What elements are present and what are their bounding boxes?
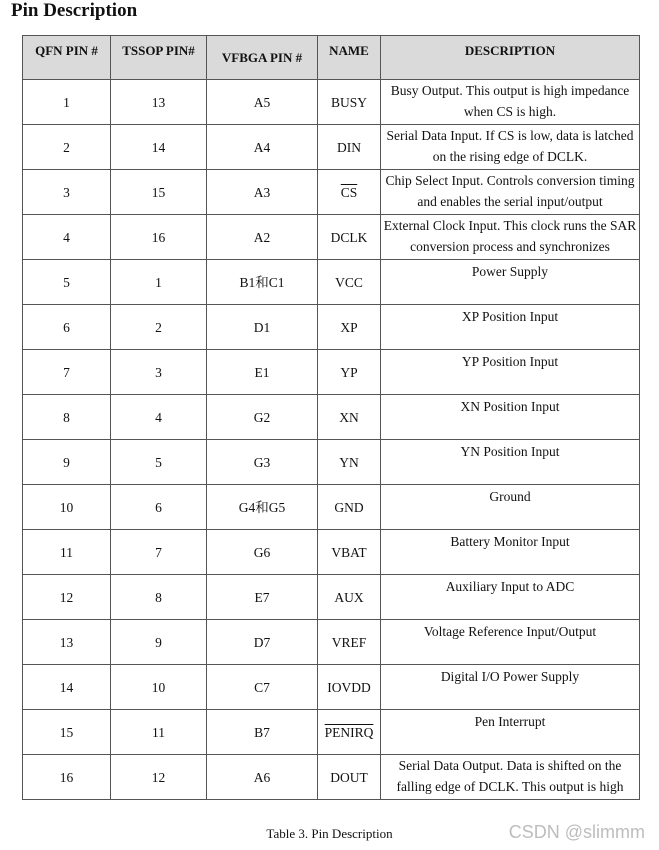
vfbga-value: A4 — [253, 139, 271, 155]
cell-tssop — [111, 395, 207, 440]
cell-name — [318, 530, 381, 575]
vfbga-value: A5 — [253, 94, 271, 110]
cell-qfn — [23, 170, 111, 215]
header-name: NAME — [318, 36, 381, 80]
cell-qfn — [23, 755, 111, 800]
page-title: Pin Description — [11, 0, 138, 21]
cell-name — [318, 80, 381, 125]
cell-tssop — [111, 215, 207, 260]
cell-name — [318, 395, 381, 440]
cell-qfn — [23, 215, 111, 260]
qfn-value: 1 — [63, 94, 70, 110]
cell-qfn — [23, 395, 111, 440]
name-value: XN — [339, 409, 359, 425]
qfn-value: 15 — [59, 724, 74, 740]
cell-description — [381, 710, 640, 755]
cell-qfn — [23, 350, 111, 395]
name-value: IOVDD — [327, 679, 371, 695]
header-description: DESCRIPTION — [381, 36, 640, 80]
cell-vfbga — [207, 80, 318, 125]
cell-name — [318, 755, 381, 800]
cell-vfbga — [207, 620, 318, 665]
cell-description — [381, 620, 640, 665]
name-value: YN — [339, 454, 359, 470]
tssop-value: 13 — [151, 94, 166, 110]
table-caption: Table 3. Pin Description — [266, 826, 393, 841]
table-row — [23, 305, 640, 350]
cell-tssop — [111, 440, 207, 485]
qfn-value: 11 — [60, 544, 73, 560]
cell-qfn — [23, 665, 111, 710]
cell-name — [318, 575, 381, 620]
cell-description — [381, 350, 640, 395]
tssop-value: 10 — [151, 679, 166, 695]
description-text: YN Position Input — [460, 444, 560, 459]
cell-qfn — [23, 575, 111, 620]
tssop-value: 16 — [151, 229, 166, 245]
cell-qfn — [23, 80, 111, 125]
cell-qfn — [23, 485, 111, 530]
vfbga-value: D1 — [253, 319, 271, 335]
cell-vfbga — [207, 665, 318, 710]
cell-vfbga — [207, 440, 318, 485]
description-text: Serial Data Output. Data is shifted on the falling edge of DCLK. This output is high — [396, 758, 624, 794]
name-value: PENIRQ — [324, 724, 374, 740]
description-text: Chip Select Input. Controls conversion timing and enables the serial input/output — [385, 173, 635, 209]
cell-description — [381, 305, 640, 350]
vfbga-value: E7 — [254, 589, 270, 605]
cell-description — [381, 80, 640, 125]
description-text: YP Position Input — [461, 354, 559, 369]
cell-description — [381, 125, 640, 170]
qfn-value: 12 — [59, 589, 74, 605]
cell-tssop — [111, 530, 207, 575]
cell-description — [381, 260, 640, 305]
qfn-value: 8 — [63, 409, 70, 425]
cell-vfbga — [207, 710, 318, 755]
cell-description — [381, 575, 640, 620]
table-row — [23, 755, 640, 800]
tssop-value: 4 — [155, 409, 162, 425]
qfn-value: 14 — [59, 679, 74, 695]
tssop-value: 7 — [155, 544, 162, 560]
cell-vfbga — [207, 350, 318, 395]
name-value: $\overline{CS}$ — [340, 184, 358, 200]
cell-description — [381, 485, 640, 530]
cell-vfbga — [207, 305, 318, 350]
qfn-value: 3 — [63, 184, 70, 200]
cell-tssop — [111, 260, 207, 305]
qfn-value: 2 — [63, 139, 70, 155]
cell-name — [318, 485, 381, 530]
cell-description — [381, 170, 640, 215]
cell-tssop — [111, 305, 207, 350]
table-row — [23, 125, 640, 170]
tssop-value: 3 — [155, 364, 162, 380]
description-text: XP Position Input — [461, 309, 559, 324]
description-text: Serial Data Input. If CS is low, data is latched on the rising edge of DCLK. — [386, 128, 634, 164]
table-row — [23, 710, 640, 755]
cell-qfn — [23, 710, 111, 755]
table-row — [23, 485, 640, 530]
cell-name — [318, 260, 381, 305]
cell-tssop — [111, 575, 207, 620]
qfn-value: 10 — [59, 499, 74, 515]
qfn-value: 4 — [63, 229, 70, 245]
vfbga-value: G6 — [253, 544, 271, 560]
cell-vfbga — [207, 260, 318, 305]
table-row — [23, 80, 640, 125]
vfbga-value: A3 — [253, 184, 271, 200]
vfbga-value: B7 — [254, 724, 270, 740]
cell-vfbga — [207, 755, 318, 800]
vfbga-value: G4和G5 — [238, 499, 286, 515]
table-row — [23, 530, 640, 575]
vfbga-value: A6 — [253, 769, 271, 785]
vfbga-value: G3 — [253, 454, 271, 470]
vfbga-value: G2 — [253, 409, 271, 425]
cell-tssop — [111, 620, 207, 665]
cell-tssop — [111, 485, 207, 530]
header-qfn: QFN PIN # — [23, 36, 111, 80]
cell-tssop — [111, 710, 207, 755]
cell-description — [381, 395, 640, 440]
name-value: DCLK — [330, 229, 368, 245]
description-text: XN Position Input — [460, 399, 560, 414]
cell-name — [318, 710, 381, 755]
name-value: AUX — [334, 589, 364, 605]
cell-qfn — [23, 125, 111, 170]
table-row — [23, 215, 640, 260]
description-text: Voltage Reference Input/Output — [423, 624, 597, 639]
cell-name — [318, 440, 381, 485]
cell-qfn — [23, 305, 111, 350]
cell-name — [318, 620, 381, 665]
qfn-value: 5 — [63, 274, 70, 290]
cell-description — [381, 530, 640, 575]
table-row — [23, 575, 640, 620]
cell-tssop — [111, 665, 207, 710]
vfbga-value: C7 — [254, 679, 270, 695]
description-text: Auxiliary Input to ADC — [445, 579, 575, 594]
name-value: VCC — [335, 274, 363, 290]
tssop-value: 14 — [151, 139, 166, 155]
cell-description — [381, 665, 640, 710]
name-value: DIN — [337, 139, 361, 155]
cell-qfn — [23, 620, 111, 665]
cell-vfbga — [207, 530, 318, 575]
table-row — [23, 260, 640, 305]
name-value: BUSY — [330, 94, 367, 110]
description-text: Pen Interrupt — [474, 714, 546, 729]
table-row — [23, 665, 640, 710]
description-text: External Clock Input. This clock runs the SAR conversion process and synchronizes — [383, 218, 637, 254]
qfn-value: 9 — [63, 454, 70, 470]
header-vfbga: VFBGA PIN # — [207, 36, 318, 80]
cell-tssop — [111, 350, 207, 395]
qfn-value: 6 — [63, 319, 70, 335]
name-value: YP — [340, 364, 358, 380]
name-value: VBAT — [331, 544, 367, 560]
cell-vfbga — [207, 485, 318, 530]
vfbga-value: B1和C1 — [239, 274, 285, 290]
cell-vfbga — [207, 170, 318, 215]
tssop-value: 5 — [155, 454, 162, 470]
qfn-value: 16 — [59, 769, 74, 785]
description-text: Ground — [489, 489, 531, 504]
vfbga-value: A2 — [253, 229, 271, 245]
table-row — [23, 620, 640, 665]
table-row — [23, 350, 640, 395]
tssop-value: 8 — [155, 589, 162, 605]
qfn-value: 7 — [63, 364, 70, 380]
table-row — [23, 170, 640, 215]
description-text: Battery Monitor Input — [450, 534, 570, 549]
cell-tssop — [111, 170, 207, 215]
cell-name — [318, 665, 381, 710]
name-value: XP — [340, 319, 358, 335]
tssop-value: 1 — [155, 274, 162, 290]
pin-description-table — [22, 35, 640, 800]
description-text: Power Supply — [471, 264, 549, 279]
vfbga-value: D7 — [253, 634, 271, 650]
tssop-value: 11 — [152, 724, 165, 740]
name-value: GND — [334, 499, 364, 515]
cell-vfbga — [207, 125, 318, 170]
table-header-row — [23, 36, 640, 80]
name-value: DOUT — [330, 769, 368, 785]
name-value: VREF — [331, 634, 367, 650]
cell-name — [318, 125, 381, 170]
cell-tssop — [111, 755, 207, 800]
tssop-value: 9 — [155, 634, 162, 650]
cell-description — [381, 755, 640, 800]
cell-qfn — [23, 260, 111, 305]
watermark: CSDN @slimmm — [508, 822, 645, 842]
cell-description — [381, 440, 640, 485]
cell-vfbga — [207, 575, 318, 620]
cell-qfn — [23, 440, 111, 485]
description-text: Busy Output. This output is high impedance when CS is high. — [390, 83, 630, 119]
table-row — [23, 440, 640, 485]
cell-vfbga — [207, 395, 318, 440]
description-text: Digital I/O Power Supply — [440, 669, 580, 684]
vfbga-value: E1 — [254, 364, 270, 380]
tssop-value: 2 — [155, 319, 162, 335]
qfn-value: 13 — [59, 634, 74, 650]
table-row — [23, 395, 640, 440]
header-tssop: TSSOP PIN# — [111, 36, 207, 80]
cell-tssop — [111, 125, 207, 170]
cell-name — [318, 170, 381, 215]
cell-name — [318, 350, 381, 395]
cell-tssop — [111, 80, 207, 125]
cell-vfbga — [207, 215, 318, 260]
tssop-value: 15 — [151, 184, 166, 200]
cell-description — [381, 215, 640, 260]
cell-name — [318, 215, 381, 260]
cell-name — [318, 305, 381, 350]
tssop-value: 6 — [155, 499, 162, 515]
tssop-value: 12 — [151, 769, 166, 785]
cell-qfn — [23, 530, 111, 575]
